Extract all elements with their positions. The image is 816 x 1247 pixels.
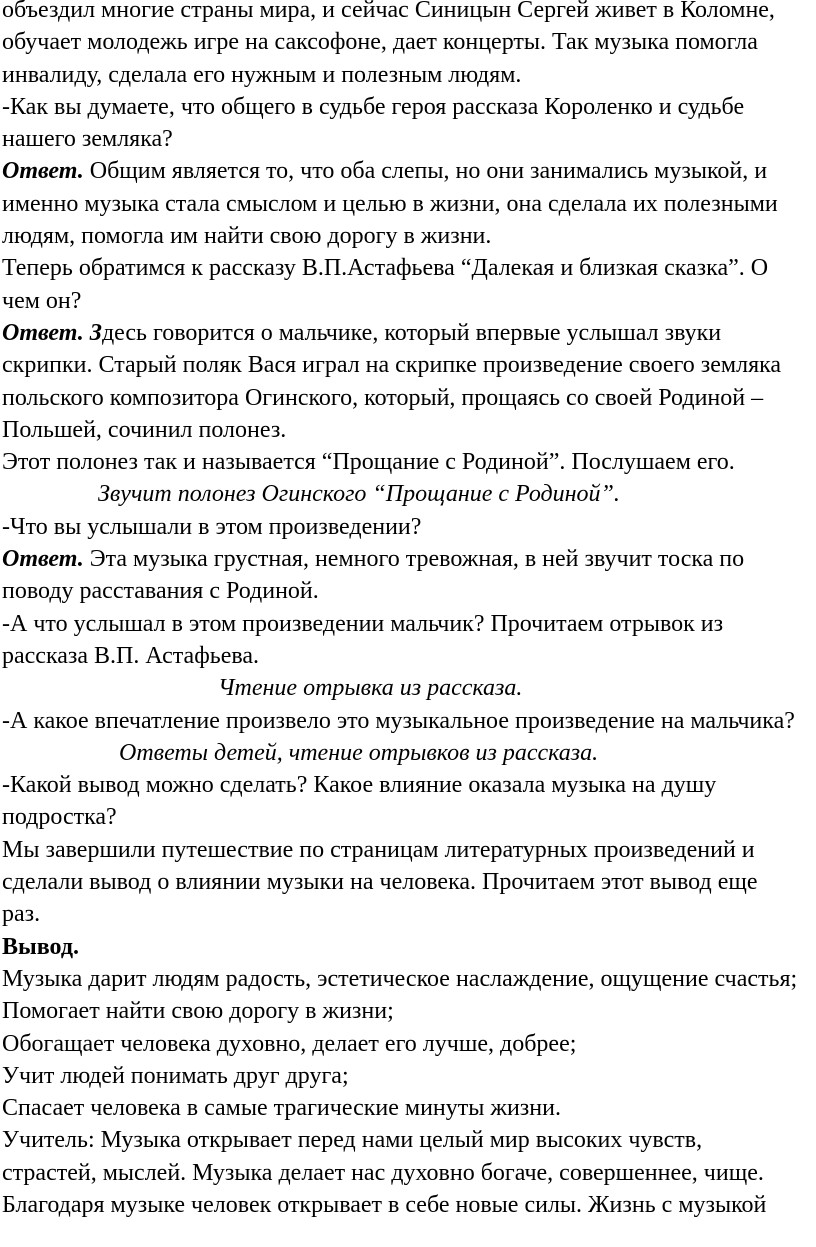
text-line: раз. [2, 901, 41, 928]
conclusion-item: Обогащает человека духовно, делает его лучше, добрее; [2, 1030, 577, 1057]
text-line: людям, помогла им найти свою дорогу в жизни. [2, 223, 492, 250]
question-line: -Как вы думаете, что общего в судьбе героя рассказа Короленко и судьбе [2, 93, 745, 120]
conclusion-item: Спасает человека в самые трагические минуты жизни. [2, 1095, 561, 1122]
stage-direction: Чтение отрывка из рассказа. [218, 675, 523, 702]
text-line: именно музыка стала смыслом и целью в жизни, она сделала их полезными [2, 190, 778, 217]
text-line: подростка? [2, 804, 117, 831]
answer-text: десь говорится о мальчике, который впервые услышал звуки [101, 319, 722, 346]
question-line: -А что услышал в этом произведении мальчик? Прочитаем отрывок из [2, 610, 724, 637]
answer-label: Ответ. [2, 546, 84, 573]
text-line: поводу расставания с Родиной. [2, 578, 319, 605]
text-line: страстей, мыслей. Музыка делает нас духовно богаче, совершеннее, чище. [2, 1159, 764, 1186]
conclusion-heading: Вывод. [2, 933, 79, 960]
text-line: сделали вывод о влиянии музыки на человека. Прочитаем этот вывод еще [2, 869, 758, 896]
text-line: объездил многие страны мира, и сейчас Синицын Сергей живет в Коломне, [2, 0, 775, 23]
text-line: Мы завершили путешествие по страницам литературных произведений и [2, 836, 755, 863]
text-line: Этот полонез так и называется “Прощание с Родиной”. Послушаем его. [2, 449, 735, 476]
answer-text: Эта музыка грустная, немного тревожная, в ней звучит тоска по [83, 546, 745, 573]
text-line: нашего земляка? [2, 126, 173, 153]
text-line: Благодаря музыке человек открывает в себе новые силы. Жизнь с музыкой [2, 1191, 767, 1218]
text-line: Учитель: Музыка открывает перед нами целый мир высоких чувств, [2, 1127, 703, 1154]
answer-label: Ответ. З [2, 319, 102, 346]
text-line: инвалиду, сделала его нужным и полезным людям. [2, 61, 522, 88]
answer-label: Ответ. [2, 158, 84, 185]
text-line: рассказа В.П. Астафьева. [2, 642, 260, 669]
answer-line [2, 317, 814, 349]
text-line: Польшей, сочинил полонез. [2, 416, 287, 443]
question-line: -Какой вывод можно сделать? Какое влияние оказала музыка на душу [2, 772, 717, 799]
conclusion-item: Учит людей понимать друг друга; [2, 1062, 349, 1089]
text-line: польского композитора Огинского, который, прощаясь со своей Родиной – [2, 384, 764, 411]
conclusion-item: Помогает найти свою дорогу в жизни; [2, 998, 394, 1025]
document-body [2, 0, 814, 1221]
answer-line [2, 543, 814, 575]
stage-direction: Звучит полонез Огинского “Прощание с Родиной”. [98, 481, 620, 508]
question-line: -А какое впечатление произвело это музыкальное произведение на мальчика? [2, 707, 795, 734]
text-line: обучает молодежь игре на саксофоне, дает концерты. Так музыка помогла [2, 29, 758, 56]
text-line: чем он? [2, 287, 82, 314]
stage-direction: Ответы детей, чтение отрывков из рассказа. [119, 739, 599, 766]
text-line: скрипки. Старый поляк Вася играл на скрипке произведение своего земляка [2, 352, 782, 379]
conclusion-item: Музыка дарит людям радость, эстетическое наслаждение, ощущение счастья; [2, 965, 798, 992]
answer-line [2, 155, 814, 187]
text-line: Теперь обратимся к рассказу В.П.Астафьева “Далекая и близкая сказка”. О [2, 255, 769, 282]
question-line: -Что вы услышали в этом произведении? [2, 513, 422, 540]
answer-text: Общим является то, что оба слепы, но они занимались музыкой, и [83, 158, 768, 185]
